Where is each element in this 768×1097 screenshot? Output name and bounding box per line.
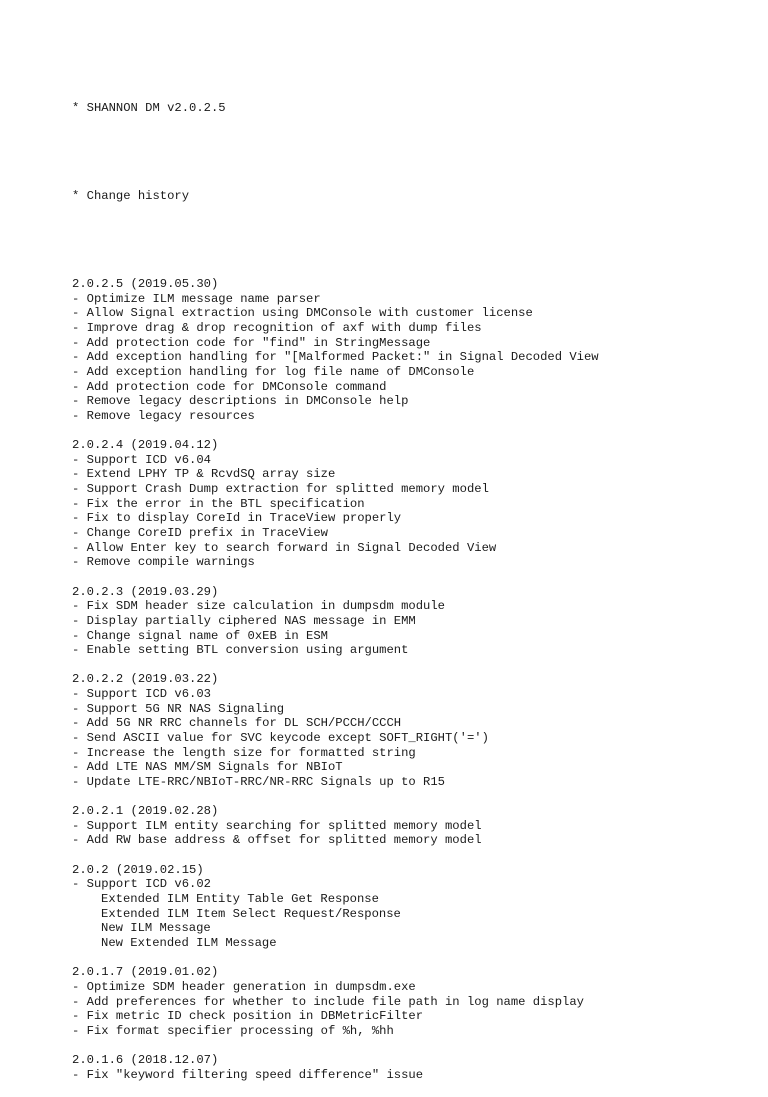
version-heading: 2.0.1.6 (2018.12.07) <box>72 1053 219 1068</box>
version-section <box>72 277 752 438</box>
change-sub-item: New ILM Message <box>101 921 211 936</box>
product-title: * SHANNON DM v2.0.2.5 <box>72 101 226 116</box>
change-sub-item: New Extended ILM Message <box>101 935 277 950</box>
change-item: - Extend LPHY TP & RcvdSQ array size <box>72 467 336 482</box>
change-item: - Change CoreID prefix in TraceView <box>72 526 328 541</box>
change-item: - Add LTE NAS MM/SM Signals for NBIoT <box>72 760 343 775</box>
version-heading: 2.0.2.1 (2019.02.28) <box>72 804 219 819</box>
change-item: - Allow Signal extraction using DMConsole with customer license <box>72 306 533 321</box>
change-history-heading: * Change history <box>72 189 190 204</box>
change-item: - Optimize SDM header generation in dumpsdm.exe <box>72 979 416 994</box>
change-item: - Support Crash Dump extraction for splitted memory model <box>72 482 489 497</box>
version-heading: 2.0.2.3 (2019.03.29) <box>72 584 219 599</box>
change-sub-item: Extended ILM Entity Table Get Response <box>101 892 379 907</box>
change-item: - Optimize ILM message name parser <box>72 291 321 306</box>
change-item: - Add 5G NR RRC channels for DL SCH/PCCH/CCCH <box>72 716 402 731</box>
version-section <box>72 1053 752 1082</box>
change-item: - Fix the error in the BTL specification <box>72 496 365 511</box>
spacer <box>72 424 752 439</box>
spacer <box>72 848 752 863</box>
version-section <box>72 804 752 863</box>
changelog-sections <box>72 277 752 1082</box>
change-item: - Support ILM entity searching for splitted memory model <box>72 818 482 833</box>
change-item: - Fix to display CoreId in TraceView properly <box>72 511 402 526</box>
version-heading: 2.0.2.4 (2019.04.12) <box>72 438 219 453</box>
version-section <box>72 438 752 584</box>
change-item: - Fix SDM header size calculation in dumpsdm module <box>72 599 445 614</box>
change-item: - Support ICD v6.04 <box>72 452 211 467</box>
change-item: - Support 5G NR NAS Signaling <box>72 701 285 716</box>
version-heading: 2.0.2.5 (2019.05.30) <box>72 277 219 292</box>
spacer <box>72 570 752 585</box>
change-item: - Add protection code for DMConsole command <box>72 379 387 394</box>
change-item: - Enable setting BTL conversion using argument <box>72 643 409 658</box>
spacer <box>72 951 752 966</box>
spacer <box>72 658 752 673</box>
change-item: - Add preferences for whether to include file path in log name display <box>72 994 584 1009</box>
version-section <box>72 965 752 1053</box>
change-item: - Fix "keyword filtering speed difference" issue <box>72 1067 424 1082</box>
change-item: - Support ICD v6.03 <box>72 687 211 702</box>
change-item: - Add exception handling for "[Malformed Packet:" in Signal Decoded View <box>72 350 599 365</box>
change-item: - Remove legacy descriptions in DMConsole help <box>72 394 409 409</box>
version-heading: 2.0.1.7 (2019.01.02) <box>72 965 219 980</box>
version-heading: 2.0.2.2 (2019.03.22) <box>72 672 219 687</box>
change-item: - Fix format specifier processing of %h, %hh <box>72 1023 394 1038</box>
change-item: - Increase the length size for formatted string <box>72 745 416 760</box>
change-item: - Remove compile warnings <box>72 555 255 570</box>
version-section <box>72 863 752 965</box>
change-item: - Add exception handling for log file name of DMConsole <box>72 364 475 379</box>
change-item: - Support ICD v6.02 <box>72 877 211 892</box>
change-item: - Add RW base address & offset for splitted memory model <box>72 833 482 848</box>
change-item: - Fix metric ID check position in DBMetricFilter <box>72 1009 424 1024</box>
spacer <box>72 233 752 248</box>
change-item: - Display partially ciphered NAS message in EMM <box>72 613 416 628</box>
spacer <box>72 1038 752 1053</box>
version-heading: 2.0.2 (2019.02.15) <box>72 862 204 877</box>
spacer <box>72 145 752 160</box>
version-section <box>72 585 752 673</box>
spacer <box>72 790 752 805</box>
change-item: - Send ASCII value for SVC keycode except SOFT_RIGHT('=') <box>72 730 489 745</box>
change-item: - Update LTE-RRC/NBIoT-RRC/NR-RRC Signals up to R15 <box>72 774 445 789</box>
changelog-document <box>72 72 752 1097</box>
change-item: - Allow Enter key to search forward in Signal Decoded View <box>72 540 497 555</box>
version-section <box>72 672 752 804</box>
change-item: - Improve drag & drop recognition of axf with dump files <box>72 321 482 336</box>
change-sub-item: Extended ILM Item Select Request/Response <box>101 906 401 921</box>
change-item: - Change signal name of 0xEB in ESM <box>72 628 328 643</box>
change-item: - Remove legacy resources <box>72 408 255 423</box>
change-item: - Add protection code for "find" in StringMessage <box>72 335 431 350</box>
